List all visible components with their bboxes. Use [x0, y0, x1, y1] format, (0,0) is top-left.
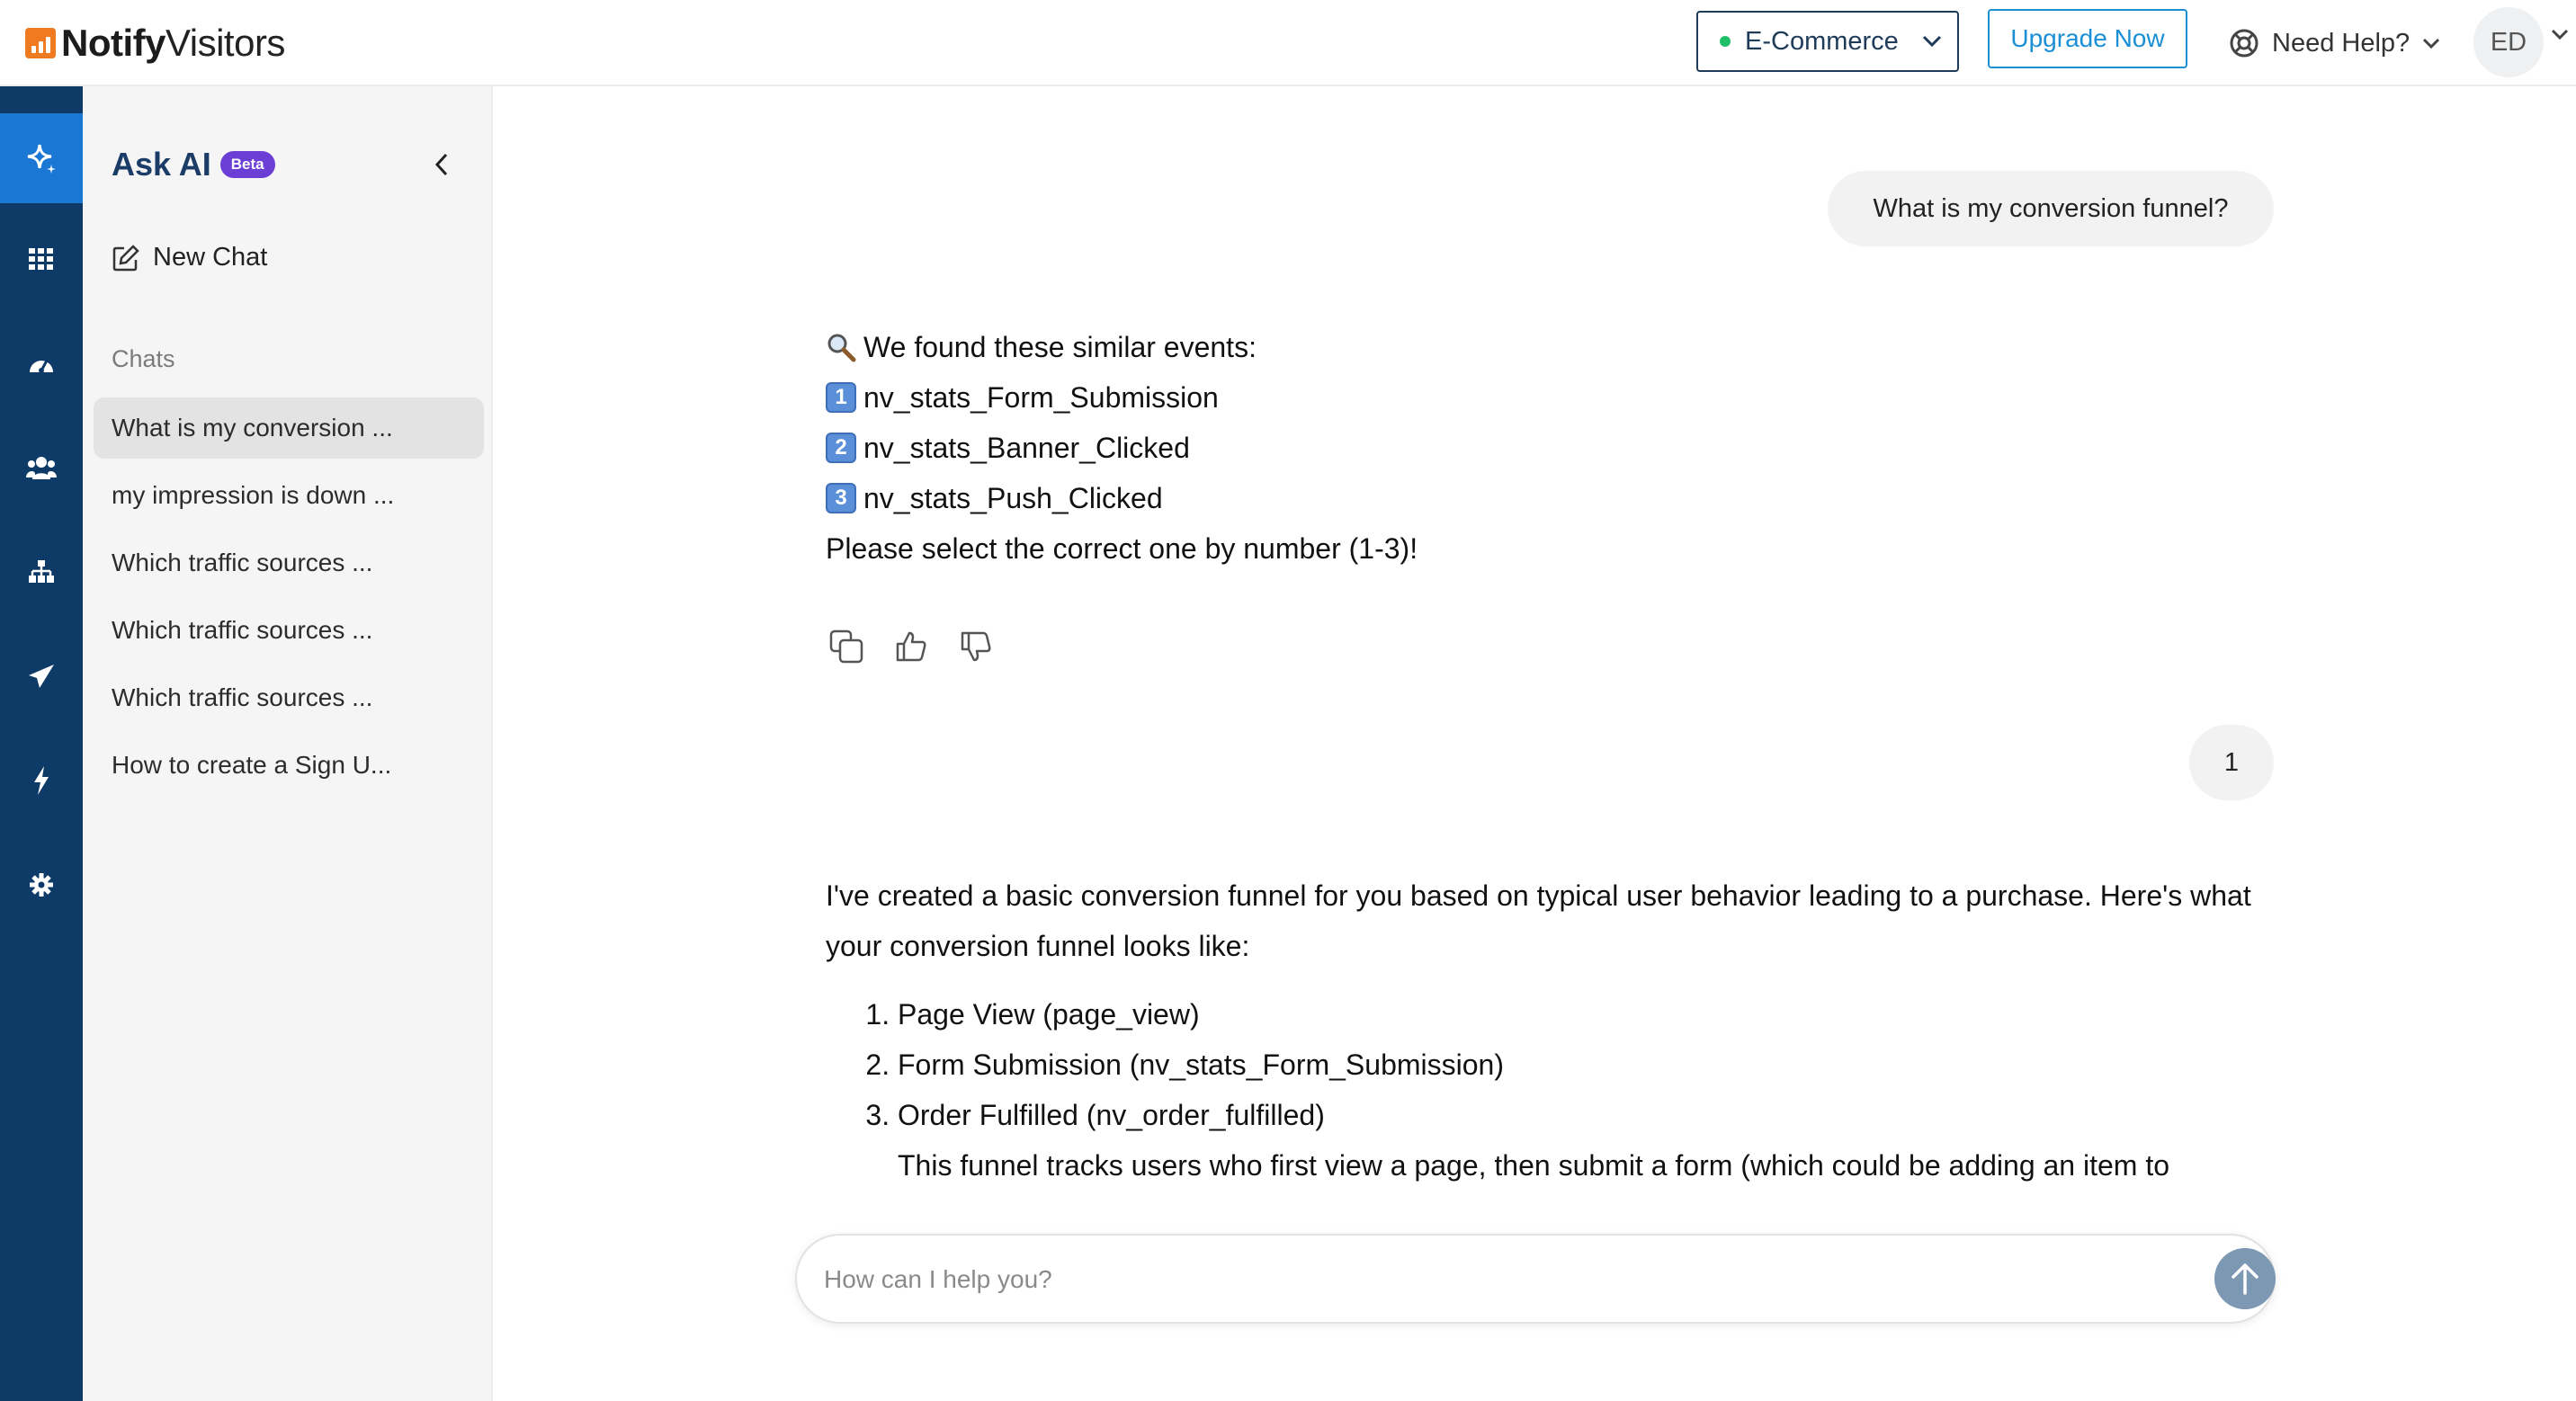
lifebuoy-icon [2229, 28, 2259, 58]
need-help-label: Need Help? [2272, 28, 2411, 58]
collapse-sidebar-chevron-left-icon[interactable] [432, 151, 452, 178]
left-nav-rail [0, 86, 83, 1401]
gear-icon [30, 873, 53, 897]
send-plane-icon [28, 664, 55, 689]
funnel-steps-list [898, 989, 2283, 1140]
chat-history-list [94, 397, 484, 802]
assistant-message [826, 870, 2283, 1191]
funnel-step: 3. Order Fulfilled (nv_order_fulfilled) [898, 1090, 2283, 1140]
chevron-down-icon[interactable] [2551, 29, 2569, 40]
chats-section-label: Chats [112, 345, 175, 372]
magnifier-icon [826, 332, 856, 362]
thumbs-down-icon [960, 630, 992, 663]
rail-item-ask-ai[interactable] [0, 113, 83, 203]
need-help-menu[interactable] [2229, 20, 2440, 67]
chat-history-item[interactable]: How to create a Sign U... [112, 751, 392, 779]
top-header [0, 0, 2576, 86]
chat-main-area [493, 86, 2576, 1401]
chat-composer [795, 1234, 2276, 1324]
notifyvisitors-logo[interactable] [25, 20, 285, 67]
keycap-number-icon: 2 [826, 433, 856, 463]
page-title: Ask AI [112, 146, 211, 183]
assistant-message [826, 322, 1418, 574]
keycap-number-icon: 3 [826, 483, 856, 513]
user-avatar[interactable]: ED [2473, 7, 2544, 77]
sitemap-icon [28, 560, 55, 584]
funnel-step: 1. Page View (page_view) [898, 989, 2283, 1040]
rail-item-automation[interactable] [0, 736, 83, 825]
reply-intro: I've created a basic conversion funnel for you based on typical user behavior leading to a purchase. Here's what your conversion funnel looks like: [826, 879, 2251, 962]
rail-item-dashboard[interactable] [0, 318, 83, 408]
chevron-down-icon [2422, 38, 2440, 49]
user-message-bubble: What is my conversion funnel? [1828, 171, 2274, 246]
lightning-icon [32, 766, 50, 795]
rail-item-segments[interactable] [0, 527, 83, 617]
new-chat-button[interactable] [112, 243, 267, 272]
chat-history-item[interactable]: Which traffic sources ... [112, 549, 373, 576]
chat-history-item[interactable]: Which traffic sources ... [112, 683, 373, 711]
copy-icon [828, 629, 864, 665]
chat-sidebar [83, 86, 493, 1401]
keycap-number-icon: 1 [826, 382, 856, 413]
reply-intro: We found these similar events: [863, 331, 1257, 363]
user-message-bubble: 1 [2189, 725, 2274, 800]
message-actions [826, 626, 997, 667]
event-option [826, 423, 1418, 473]
event-name: nv_stats_Banner_Clicked [863, 432, 1190, 464]
send-button[interactable] [2214, 1248, 2276, 1309]
reply-prompt: Please select the correct one by number (1-3)! [826, 532, 1418, 565]
event-name: nv_stats_Push_Clicked [863, 482, 1163, 514]
logo-text: NotifyVisitors [61, 22, 285, 64]
dashboard-gauge-icon [28, 352, 55, 374]
event-option [826, 473, 1418, 523]
beta-badge: Beta [220, 151, 275, 178]
edit-pencil-icon [112, 244, 140, 272]
copy-button[interactable] [826, 626, 867, 667]
thumbs-down-button[interactable] [955, 626, 997, 667]
chevron-down-icon [1922, 35, 1942, 48]
chat-input[interactable] [824, 1257, 2137, 1302]
sparkle-icon [24, 141, 58, 175]
new-chat-label: New Chat [153, 243, 268, 272]
thumbs-up-button[interactable] [890, 626, 932, 667]
ask-ai-title [112, 146, 275, 183]
rail-item-settings[interactable] [0, 840, 83, 930]
event-name: nv_stats_Form_Submission [863, 381, 1219, 414]
chat-history-item[interactable]: Which traffic sources ... [112, 616, 373, 644]
project-name: E-Commerce [1745, 26, 1899, 56]
status-dot-icon [1720, 36, 1731, 47]
reply-continuation: This funnel tracks users who first view a page, then submit a form (which could be adding an item to [898, 1149, 2170, 1182]
users-icon [26, 456, 57, 479]
rail-item-campaigns[interactable] [0, 631, 83, 721]
rail-item-apps[interactable] [0, 214, 83, 304]
upgrade-now-button[interactable]: Upgrade Now [1988, 9, 2187, 68]
funnel-step: 2. Form Submission (nv_stats_Form_Submission) [898, 1040, 2283, 1090]
event-option [826, 372, 1418, 423]
thumbs-up-icon [895, 630, 927, 663]
logo-bars-icon [25, 28, 56, 58]
arrow-up-icon [2230, 1262, 2260, 1296]
project-selector[interactable] [1696, 11, 1959, 72]
apps-grid-icon [29, 248, 54, 270]
chat-history-item[interactable]: my impression is down ... [112, 481, 395, 509]
chat-history-item[interactable]: What is my conversion ... [94, 397, 484, 459]
rail-item-users[interactable] [0, 423, 83, 513]
